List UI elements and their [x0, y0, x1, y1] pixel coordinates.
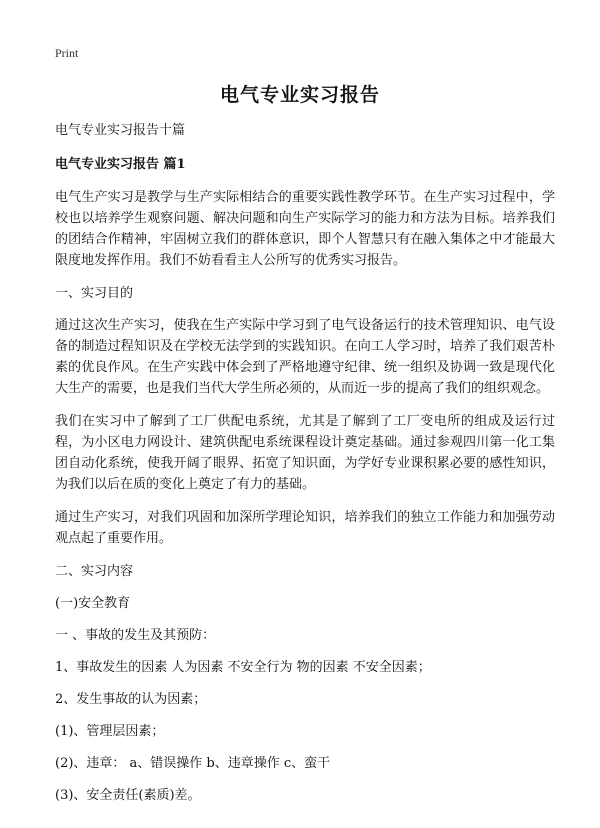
section-title-content: 二、实习内容 — [55, 564, 134, 579]
list-item: (2)、违章： a、错误操作 b、违章操作 c、蛮干 — [55, 756, 331, 771]
list-item: (1)、管理层因素； — [55, 724, 165, 739]
list-item: 2、发生事故的认为因素； — [55, 692, 207, 707]
article-heading: 电气专业实习报告 篇1 — [55, 157, 186, 172]
list-item: (3)、安全责任(素质)差。 — [55, 788, 201, 803]
section-title-purpose: 一、实习目的 — [55, 286, 134, 301]
print-label: Print — [55, 46, 79, 60]
page-title: 电气专业实习报告 — [219, 84, 380, 106]
purpose-paragraph-1: 通过这次生产实习，使我在生产实际中学习到了电气设备运行的技术管理知识、电气设备的制造过程知识及在学校无法学到的实践知识。在向工人学习时，培养了我们艰苦朴素的优良作风。在生产实践中体会到了严格地遵守纪律、统一组织及协调一致是现代化大生产的需要，也是我们当代大学生所必须的，从而近一步的提高了我们的组织观念。 — [55, 318, 555, 396]
intro-paragraph: 电气生产实习是教学与生产实际相结合的重要实践性教学环节。在生产实习过程中，学校也以培养学生观察问题、解决问题和向生产实际学习的能力和方法为目标。培养我们的团结合作精神，牢固树立我们的群体意识，即个人智慧只有在融入集体之中才能最大限度地发挥作用。我们不妨看看主人公所写的优秀实习报告。 — [55, 190, 555, 268]
purpose-paragraph-3: 通过生产实习，对我们巩固和加深所学理论知识，培养我们的独立工作能力和加强劳动观点起了重要作用。 — [55, 510, 555, 546]
list-item: 1、事故发生的因素 人为因素 不安全行为 物的因素 不安全因素； — [55, 660, 431, 675]
list-item: 一 、事故的发生及其预防： — [55, 628, 216, 643]
article-body — [55, 120, 555, 817]
purpose-paragraph-2: 我们在实习中了解到了工厂供配电系统，尤其是了解到了工厂变电所的组成及运行过程，为小区电力网设计、建筑供配电系统课程设计奠定基础。通过参观四川第一化工集团自动化系统，使我开阔了眼界、拓宽了知识面，为学好专业课积累必要的感性知识，为我们以后在质的变化上奠定了有力的基础。 — [55, 414, 555, 492]
document-subtitle: 电气专业实习报告十篇 — [55, 123, 186, 138]
list-item: (一)安全教育 — [55, 596, 131, 611]
